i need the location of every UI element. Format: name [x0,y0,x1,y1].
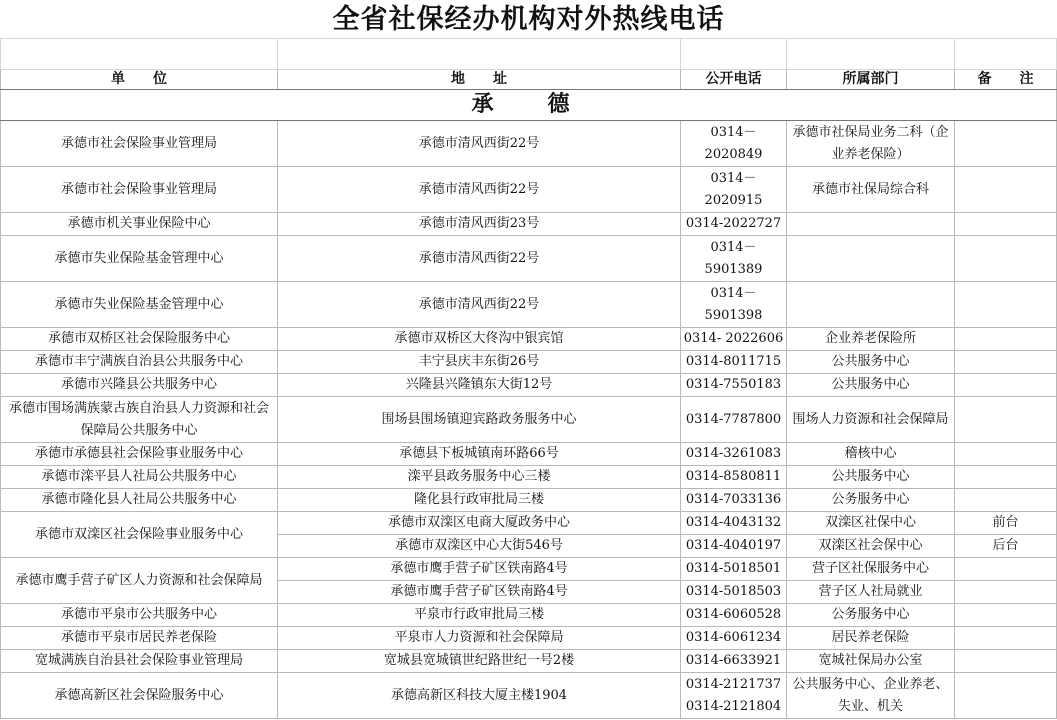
cell-dept: 宽城社保局办公室 [787,650,955,673]
cell-dept: 承德市社保局业务二科（企业养老保险） [787,121,955,167]
header-note: 备 注 [955,70,1057,90]
cell-address: 承德市鹰手营子矿区铁南路4号 [278,581,681,604]
table-row [1,213,1057,236]
cell-phone: 0314－2020915 [681,167,787,213]
cell-phone: 0314-7033136 [681,489,787,512]
cell-unit: 承德市双桥区社会保险服务中心 [1,328,278,351]
cell-note [955,673,1057,719]
table-row [1,627,1057,650]
header-dept: 所属部门 [787,70,955,90]
cell-note [955,374,1057,397]
table-row [1,673,1057,719]
cell-phone: 0314-6060528 [681,604,787,627]
cell-address: 承德市清风西街23号 [278,213,681,236]
cell-dept: 企业养老保险所 [787,328,955,351]
blank-row [1,39,1057,70]
cell-address: 承德市双桥区大佟沟中银宾馆 [278,328,681,351]
cell-note [955,627,1057,650]
cell-unit: 承德市双滦区社会保险事业服务中心 [1,512,278,558]
table-row [1,512,1057,535]
cell-phone: 0314-2022727 [681,213,787,236]
cell-note: 后台 [955,535,1057,558]
cell-address: 承德市清风西街22号 [278,121,681,167]
header-row [1,70,1057,90]
cell-note [955,443,1057,466]
cell-dept: 营子区人社局就业 [787,581,955,604]
cell-note [955,466,1057,489]
cell-phone: 0314-2121737 0314-2121804 [681,673,787,719]
cell-unit: 承德市承德县社会保险事业服务中心 [1,443,278,466]
cell-unit: 承德市滦平县人社局公共服务中心 [1,466,278,489]
cell-note [955,650,1057,673]
table-row [1,466,1057,489]
cell-note [955,604,1057,627]
cell-phone: 0314-4043132 [681,512,787,535]
cell-phone: 0314－5901398 [681,282,787,328]
section-title: 承 德 [1,90,1057,121]
cell-phone: 0314-8580811 [681,466,787,489]
cell-note [955,328,1057,351]
cell-note [955,121,1057,167]
cell-phone: 0314-5018503 [681,581,787,604]
cell-unit: 承德市失业保险基金管理中心 [1,236,278,282]
cell-dept: 公共服务中心 [787,466,955,489]
cell-unit: 承德市社会保险事业管理局 [1,167,278,213]
table-row [1,443,1057,466]
cell-note [955,489,1057,512]
cell-note [955,351,1057,374]
cell-note [955,236,1057,282]
cell-phone: 0314-5018501 [681,558,787,581]
cell-address: 承德市鹰手营子矿区铁南路4号 [278,558,681,581]
cell-dept: 营子区社保服务中心 [787,558,955,581]
cell-dept [787,213,955,236]
cell-address: 承德市清风西街22号 [278,167,681,213]
cell-unit: 承德市失业保险基金管理中心 [1,282,278,328]
table-row [1,489,1057,512]
cell-note [955,167,1057,213]
cell-phone: 0314-8011715 [681,351,787,374]
cell-dept: 承德市社保局综合科 [787,167,955,213]
cell-note [955,558,1057,581]
cell-unit: 宽城满族自治县社会保险事业管理局 [1,650,278,673]
cell-dept: 公务服务中心 [787,604,955,627]
cell-note: 前台 [955,512,1057,535]
cell-address: 承德市双滦区中心大街546号 [278,535,681,558]
cell-address: 承德市双滦区电商大厦政务中心 [278,512,681,535]
section-row [1,90,1057,121]
table-row [1,604,1057,627]
cell-phone: 0314-7787800 [681,397,787,443]
header-phone: 公开电话 [681,70,787,90]
table-row [1,121,1057,167]
cell-note [955,581,1057,604]
cell-dept: 稽核中心 [787,443,955,466]
table-row [1,167,1057,213]
cell-unit: 承德市兴隆县公共服务中心 [1,374,278,397]
table-row [1,282,1057,328]
hotline-table [0,38,1057,719]
cell-unit: 承德市隆化县人社局公共服务中心 [1,489,278,512]
cell-dept [787,282,955,328]
cell-unit: 承德市围场满族蒙古族自治县人力资源和社会保障局公共服务中心 [1,397,278,443]
cell-address: 围场县围场镇迎宾路政务服务中心 [278,397,681,443]
table-row [1,558,1057,581]
cell-dept: 围场人力资源和社会保障局 [787,397,955,443]
cell-dept: 公共服务中心 [787,351,955,374]
cell-phone: 0314-7550183 [681,374,787,397]
cell-note [955,282,1057,328]
cell-address: 丰宁县庆丰东街26号 [278,351,681,374]
cell-address: 滦平县政务服务中心三楼 [278,466,681,489]
cell-unit: 承德市平泉市居民养老保险 [1,627,278,650]
cell-address: 平泉市行政审批局三楼 [278,604,681,627]
cell-phone: 0314－2020849 [681,121,787,167]
cell-unit: 承德市平泉市公共服务中心 [1,604,278,627]
page-title: 全省社保经办机构对外热线电话 [332,4,725,35]
cell-unit: 承德市丰宁满族自治县公共服务中心 [1,351,278,374]
table-row [1,650,1057,673]
cell-phone: 0314-6633921 [681,650,787,673]
cell-unit: 承德市机关事业保险中心 [1,213,278,236]
table-row [1,351,1057,374]
cell-dept: 双滦区社保中心 [787,512,955,535]
cell-dept: 公共服务中心 [787,374,955,397]
cell-dept [787,236,955,282]
cell-address: 隆化县行政审批局三楼 [278,489,681,512]
cell-note [955,397,1057,443]
header-unit: 单 位 [1,70,278,90]
cell-dept: 公共服务中心、企业养老、失业、机关 [787,673,955,719]
cell-phone: 0314-6061234 [681,627,787,650]
cell-address: 宽城县宽城镇世纪路世纪一号2楼 [278,650,681,673]
cell-address: 承德市清风西街22号 [278,236,681,282]
cell-unit: 承德市鹰手营子矿区人力资源和社会保障局 [1,558,278,604]
cell-phone: 0314-3261083 [681,443,787,466]
cell-unit: 承德市社会保险事业管理局 [1,121,278,167]
table-row [1,374,1057,397]
cell-address: 平泉市人力资源和社会保障局 [278,627,681,650]
cell-note [955,213,1057,236]
cell-address: 承德高新区科技大厦主楼1904 [278,673,681,719]
cell-address: 兴隆县兴隆镇东大街12号 [278,374,681,397]
cell-phone: 0314-4040197 [681,535,787,558]
cell-unit: 承德高新区社会保险服务中心 [1,673,278,719]
table-row [1,397,1057,443]
cell-dept: 居民养老保险 [787,627,955,650]
cell-address: 承德市清风西街22号 [278,282,681,328]
cell-phone: 0314- 2022606 [681,328,787,351]
cell-dept: 双滦区社会保中心 [787,535,955,558]
cell-phone: 0314－5901389 [681,236,787,282]
cell-dept: 公务服务中心 [787,489,955,512]
table-row [1,328,1057,351]
header-address: 地 址 [278,70,681,90]
table-row [1,236,1057,282]
cell-address: 承德县下板城镇南环路66号 [278,443,681,466]
